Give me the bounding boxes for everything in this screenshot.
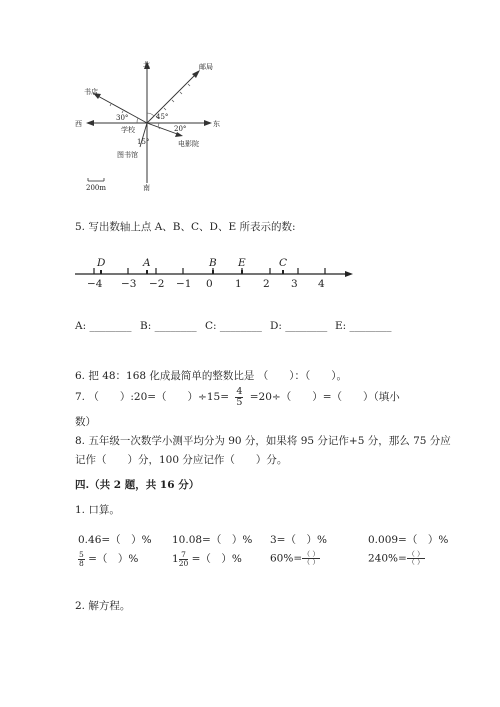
tick-label: 4 <box>318 278 325 290</box>
answer-a[interactable]: A: ________ <box>75 320 132 332</box>
tick-label: 1 <box>235 278 242 290</box>
direction-map <box>60 55 230 195</box>
tick-label: 2 <box>263 278 270 290</box>
east-arrow <box>204 120 212 126</box>
label-south: 南 <box>143 184 150 192</box>
fraction-blank: $\frac{( )}{( )}$ <box>303 550 320 566</box>
section4-title: 四.（共 2 题，共 16 分） <box>75 479 200 491</box>
fraction-7-20: $\frac{7}{20}$ <box>178 550 189 568</box>
label-north: 北 <box>143 61 150 69</box>
tick-label: −3 <box>121 278 137 290</box>
q2-title: 2. 解方程。 <box>75 600 131 612</box>
answer-c[interactable]: C: ________ <box>205 320 262 332</box>
calc-5-8[interactable]: $\frac{5}{8}$ =（ ）% <box>79 550 139 568</box>
label-angle-20: 20° <box>174 125 187 133</box>
label-east: 东 <box>213 120 220 128</box>
calc-10-08[interactable]: 10.08=（ ）% <box>172 534 253 546</box>
point-label: A <box>143 257 151 269</box>
q7-part1: 7. （ ）:20=（ ）÷15= <box>75 391 230 403</box>
tick-label: −4 <box>87 278 103 290</box>
calc-0-46[interactable]: 0.46=（ ）% <box>78 534 152 546</box>
label-angle-15: 15° <box>137 138 150 146</box>
q7-line1 <box>75 387 400 407</box>
label-west: 西 <box>75 120 82 128</box>
q6-text: 6. 把 48：168 化成最简单的整数比是 （ ）：（ ）。 <box>75 370 348 382</box>
label-angle-45: 45° <box>156 113 169 121</box>
calc-240-percent[interactable]: 240%= $\frac{( )}{( )}$ <box>368 550 425 566</box>
answer-e[interactable]: E: ________ <box>335 320 392 332</box>
fraction-blank: $\frac{( )}{( )}$ <box>407 550 425 566</box>
q7-line2: 数） <box>75 416 96 428</box>
calc-60-percent[interactable]: 60%= $\frac{( )}{( )}$ <box>270 550 320 566</box>
q8-line2: 记作（ ）分，100 分应记作（ ）分。 <box>75 454 288 466</box>
q8-line1: 8. 五年级一次数学小测平均分为 90 分，如果将 95 分记作+5 分，那么 75 分应 <box>75 435 451 447</box>
label-school: 学校 <box>121 126 135 134</box>
q7-fraction: $\frac{4}{5}$ <box>236 386 243 408</box>
label-scale: 200m <box>86 184 106 192</box>
tick-label: −2 <box>149 278 165 290</box>
point-label: D <box>97 257 106 269</box>
tick-label: −1 <box>176 278 192 290</box>
calc-1-7-20[interactable]: 1 $\frac{7}{20}$ =（ ）% <box>172 550 242 568</box>
label-post-office: 邮局 <box>199 63 213 71</box>
label-bookstore: 书店 <box>84 88 98 96</box>
answer-d[interactable]: D: ________ <box>270 320 328 332</box>
calc-3[interactable]: 3=（ ）% <box>270 534 327 546</box>
point-label: E <box>238 257 246 269</box>
fraction-5-8: $\frac{5}{8}$ <box>79 550 84 568</box>
line-to-post-office <box>147 72 198 123</box>
west-arrow <box>86 120 94 126</box>
point-label: C <box>279 257 288 269</box>
point-label: B <box>209 257 217 269</box>
q7-part2: =20÷（ ）=（ ）（填小 <box>249 391 400 403</box>
q5-title: 5. 写出数轴上点 A、B、C、D、E 所表示的数: <box>75 221 296 233</box>
answer-b[interactable]: B: ________ <box>140 320 197 332</box>
calc-0-009[interactable]: 0.009=（ ）% <box>368 534 449 546</box>
label-library: 图书馆 <box>117 151 138 159</box>
label-cinema: 电影院 <box>178 140 199 148</box>
tick-label: 0 <box>206 278 213 290</box>
tick-label: 3 <box>291 278 298 290</box>
q1-title: 1. 口算。 <box>75 504 120 516</box>
label-angle-30: 30° <box>116 114 129 122</box>
